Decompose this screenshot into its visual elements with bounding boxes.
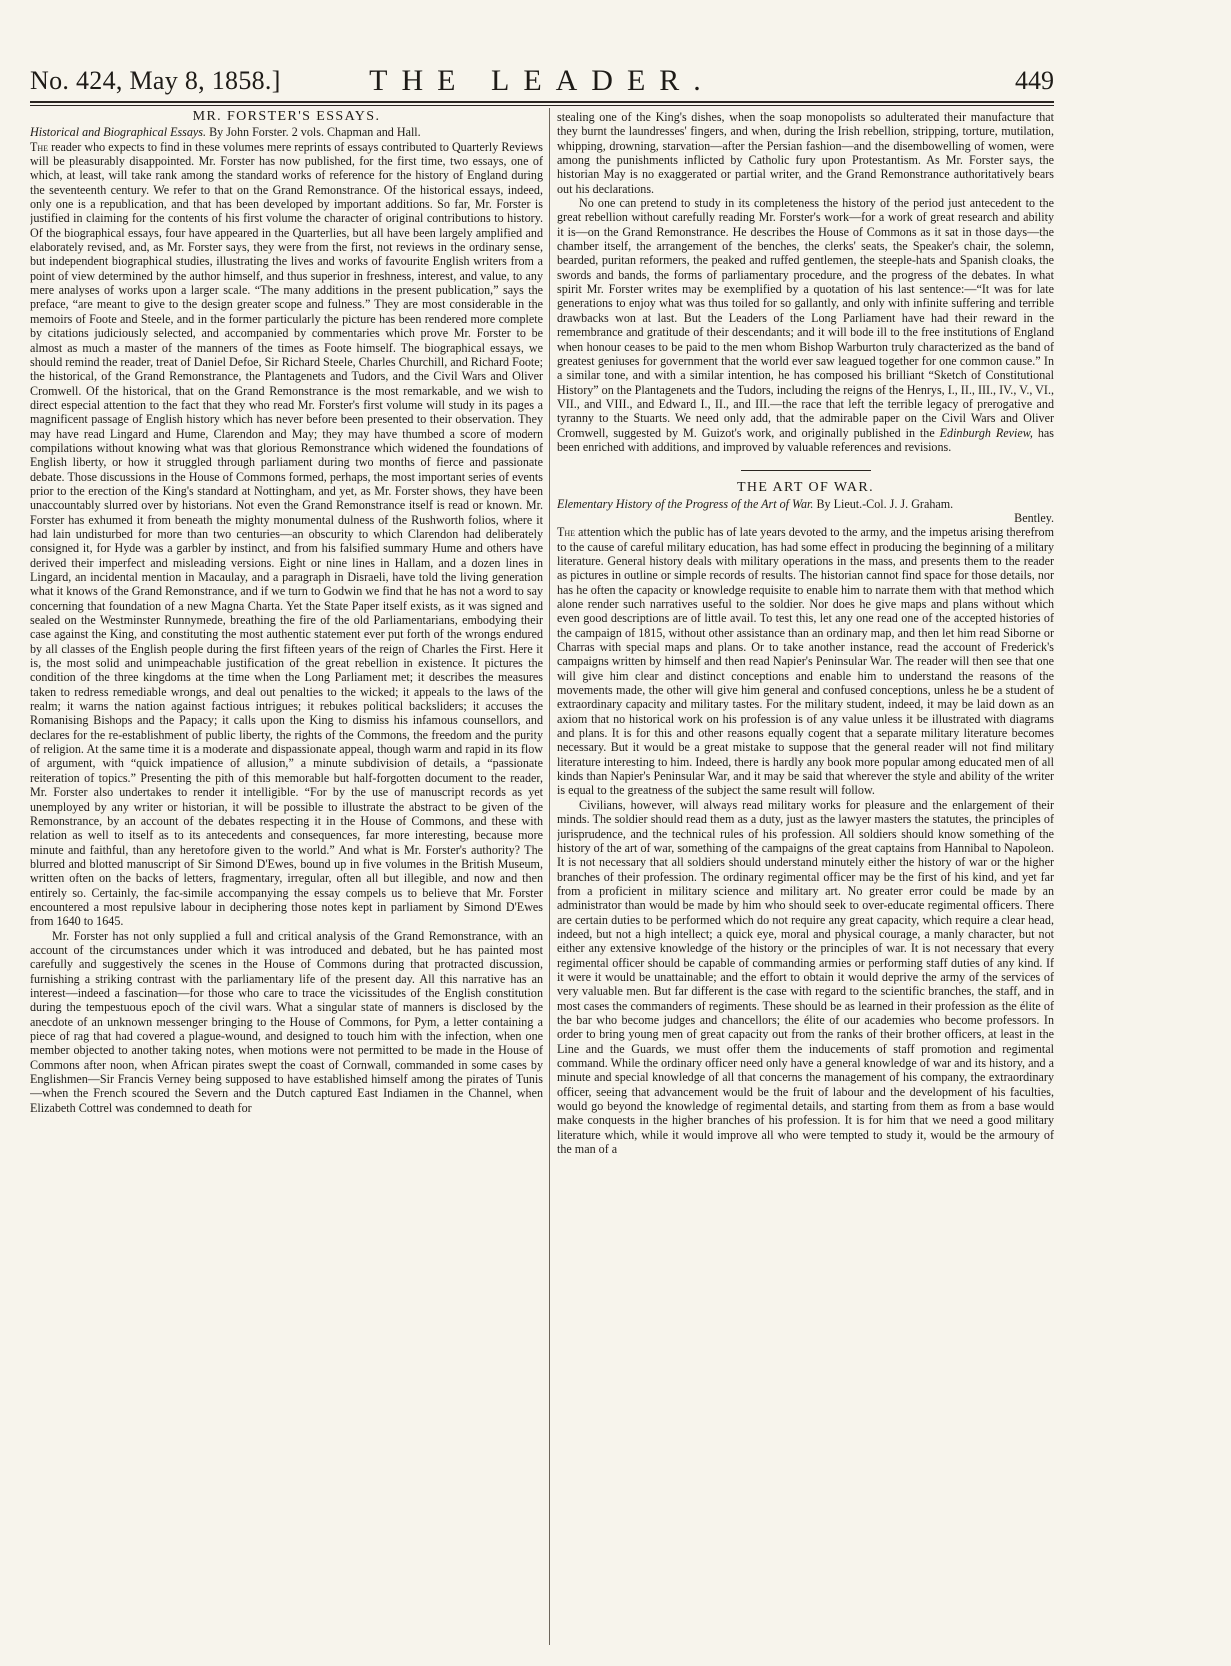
newspaper-title: THE LEADER. — [369, 64, 715, 97]
masthead — [30, 64, 1054, 104]
paragraph: The attention which the public has of late years devoted to the army, and the impetus arising therefrom to the cause of careful military education, has had some effect in producing the beginning of a military literature. General history deals with military operations in the mass, and presents them to the reader as pictures in outline or simple records of results. The historian cannot find space for those details, nor has he often the capacity or knowledge requisite to enable him to narrate them with that method which alone render such narratives useful to the soldier. Nor does he give maps and plans without which even good descriptions are of little avail. To test this, let any one read one of the accepted histories of the campaign of 1815, without other assistance than an ordinary map, and then let him read Siborne or Charras with special maps and plans. Or to take another instance, read the account of Frederick's campaigns written by himself and then read Napier's Peninsular War. The reader will then see that one will give him clear and distinct conceptions and enable him to understand the reasons of the movements made, the other will give him general and confused conceptions, unless he be a student of extraordinary capacity and military tastes. For the military student, indeed, it may be laid down as an axiom that no historical work on his profession is of any value unless it be illustrated with diagrams and plans. It is for this and other reasons equally cogent that a separate military literature becomes necessary. But it would be a great mistake to suppose that the general reader will not find military literature interesting to him. Indeed, there is hardly any book more popular among educated men of all kinds than Napier's Peninsular War, and it may be said that wherever the style and ability of the writer is equal to the greatness of the subject the same result will follow. — [557, 525, 1054, 798]
page-number: 449 — [1015, 66, 1054, 95]
header-rule-thin — [30, 105, 1054, 106]
issue-date: No. 424, May 8, 1858.] — [30, 66, 281, 95]
header-rule — [30, 101, 1054, 103]
paragraph: No one can pretend to study in its completeness the history of the period just antecedent to the great rebellion without carefully reading Mr. Forster's work—for a work of great research and ability it is—on the Grand Remonstrance. He describes the House of Commons as it sat in those days—the chamber itself, the arrangement of the benches, the clerks' seats, the Speaker's chair, the solemn, bearded, puritan reformers, the peaked and ruffed gentlemen, the steeple-hats and Spanish cloaks, the swords and bands, the forms of parliamentary procedure, and the progress of the debates. In what spirit Mr. Forster writes may be exemplified by a quotation of his last sentence:—“It was for late generations to enjoy what was thus toiled for so gallantly, and only with infinite suffering and terrible drawbacks won at last. But the Leaders of the Long Parliament have had their reward in the remembrance and gratitude of their descendants; and it will bode ill to the free institutions of England when honour ceases to be paid to the men whom Bishop Warburton truly characterized as the band of greatest geniuses for government that the world ever saw leagued together for one common cause.” In a similar tone, and with a similar intention, he has composed his brilliant “Sketch of Constitutional History” on the Plantagenets and the Tudors, including the reigns of the Henrys, I., II., III., IV., V., VI., VII., and VIII., and Edward I., II., and III.—the race that left the terrible legacy of prerogative and tyranny to the Stuarts. We need only add, that the admirable paper on the Civil Wars and Oliver Cromwell, suggested by M. Guizot's work, and originally published in the Edinburgh Review, has been enriched with additions, and improved by valuable references and revisions. — [557, 196, 1054, 454]
book-author: By Lieut.-Col. J. J. Graham. — [816, 496, 954, 511]
column-divider — [549, 108, 550, 1645]
article-title: MR. FORSTER'S ESSAYS. — [192, 109, 381, 124]
book-title: Elementary History of the Progress of the Art of War. — [557, 496, 814, 511]
column-right — [557, 108, 1054, 1645]
article-separator — [741, 470, 871, 471]
paragraph: Civilians, however, will always read military works for pleasure and the enlargement of their minds. The soldier should read them as a duty, just as the lawyer masters the statutes, the principles of jurisprudence, and the technical rules of his profession. All soldiers should know something of the history of the art of war, something of the campaigns of the great captains from Hannibal to Napoleon. It is not necessary that all soldiers should understand minutely either the history of war or the higher branches of their profession. The ordinary regimental officer may be the first of his kind, and yet far from a proficient in military science and military art. No greater error could be made by an administrator than would be made by him who should seek to over-educate regimental officers. There are certain duties to be performed which do not require any great capacity, which require a clear head, indeed, but not a high intellect; a quick eye, moral and physical courage, a manly character, but not either any extensive knowledge of the history or the principles of war. It is not necessary that every regimental officer should be capable of commanding armies or performing staff duties of any kind. If it were it would be unattainable; and the effort to obtain it would deprive the army of the services of very valuable men. But far different is the case with regard to the scientific branches, the staff, and in most cases the commanders of regiments. These should be as learned in their profession as the élite of the bar who become judges and chancellors; the élite of our academies who become professors. In order to bring young men of great capacity out from the ranks of their brother officers, at least in the Line and the Guards, we must offer them the inducements of staff promotion and regimental command. While the ordinary officer need only have a general knowledge of war and its history, and a minute and special knowledge of all that concerns the management of his company, the extraordinary officer, seeing that advancement would be the fruit of labour and the development of his faculties, would go beyond the knowledge of regimental details, and starting from them as from a base would make conquests in the higher branches of his profession. It is for him that we need a good military literature which, while it would improve all who were tempted to study it, would be the armoury of the man of a — [557, 797, 1054, 1157]
article-title: THE ART OF WAR. — [736, 480, 875, 496]
paragraph: Mr. Forster has not only supplied a full and critical analysis of the Grand Remonstrance, with an account of the circumstances under which it was introduced and debated, but he has painted most carefully and suggestively the scenes in the House of Commons during that protracted discussion, furnishing a striking contrast with the parliamentary life of the present day. All this narrative has an interest—indeed a fascination—for those who care to trace the vicissitudes of the English constitution during the tempestuous epoch of the civil wars. What a singular state of manners is disclosed by the anecdote of an unknown messenger bringing to the House of Commons, for Pym, a letter containing a piece of rag that had covered a plague-wound, and designed to touch him with the infection, when one member objected to another taking notes, when motions were not permitted to be made in the House of Commons after noon, when African pirates swept the coast of Cornwall, commanded in some cases by Englishmen—Sir Francis Verney being supposed to have established himself among the pirates of Tunis—when the French scoured the Severn and the Dutch captured East Indiamen in the Channel, when Elizabeth Cottrel was condemned to death for — [30, 928, 543, 1115]
article-source — [557, 497, 1054, 511]
journal-title: Edinburgh Review, — [939, 425, 1033, 440]
book-title: Historical and Biographical Essays. — [30, 125, 207, 140]
book-author: By John Forster. 2 vols. Chapman and Hall. — [209, 125, 421, 140]
article-source — [30, 125, 543, 139]
book-publisher: Bentley. — [1014, 510, 1054, 525]
column-left — [30, 108, 543, 1645]
paragraph: The reader who expects to find in these volumes mere reprints of essays contributed to Quarterly Reviews will be pleasurably disappointed. Mr. Forster has now published, for the first time, two essays, one of which, at least, will take rank among the standard works of reference for the history of England during the seventeenth century. We refer to that on the Grand Remonstrance. Of the historical essays, indeed, only one is a republication, and that has been developed by important additions. So far, Mr. Forster is justified in claiming for the contents of his first volume the character of original contributions to history. Of the biographical essays, four have appeared in the Quarterlies, but all have been largely amplified and elaborately revised, and, as Mr. Forster says, they were from the first, not reviews in the ordinary sense, but independent biographical studies, illustrating the lives and works of favourite English writers from a point of view determined by the author himself, and thus superior in freshness, interest, and value, to any mere analyses of works upon a larger scale. “The many additions in the present publication,” says the preface, “are meant to give to the design greater scope and fulness.” They are most considerable in the memoirs of Foote and Steele, and in the former particularly the picture has been rendered more complete by citations judiciously selected, and accompanied by commentaries which prove Mr. Forster to be almost as much a master of the manners of the times as Foote himself. The biographical essays, we should remind the reader, treat of Daniel Defoe, Sir Richard Steele, Charles Churchill, and Richard Foote; the historical, of the Grand Remonstrance, the Plantagenets and Tudors, and the Civil Wars and Oliver Cromwell. Of the historical, that on the Grand Remonstrance is the most remarkable, and we wish to direct especial attention to the fact that they who read Mr. Forster's first volume will study in its pages a magnificent passage of English history which has never before been presented to their observation. They may have read Lingard and Hume, Clarendon and May; they may have thumbed a score of modern compilations without knowing what was that glorious Remonstrance which widened the foundations of English liberty, or how it struggled through parliament during two months of fierce and passionate debate. Those discussions in the House of Commons formed, perhaps, the most important series of events prior to the erection of the King's standard at Nottingham, and yet, as Mr. Forster shows, they have been unaccountably slurred over by historians. Not even the Grand Remonstrance itself is read or known. Mr. Forster has exhumed it from beneath the mighty monumental dulness of the Rushworth folios, where it had lain undisturbed for more than two centuries—an obscurity to which Clarendon had deliberately consigned it, for Hyde was a garbler by instinct, and from his falsified summary Hume and others have derived their imperfect and misleading versions. Eight or nine lines in Hallam, and a dozen lines in Lingard, an incidental mention in Macaulay, and a paragraph in Disraeli, have told the living generation what it knows of the Grand Remonstrance, and if we turn to Godwin we find that he has not a word to say concerning that foundation of a new Magna Charta. Yet the State Paper itself exists, as it was signed and sealed on the Westminster Runnymede, breathing the fire of the old Parliamentarians, embodying their case against the King, and constituting the most authentic statement ever put forth of the wrongs endured by all classes of the English people during the first fifteen years of the reign of Charles the First. Here it is, the most solid and unimpeachable justification of the great rebellion in existence. It pictures the condition of the three kingdoms at the time when the Long Parliament met; it describes the measures taken to redress remediable wrongs, and deal out penalties to the wicked; it appeals to the laws of the realm; it warns the nation against factious intrigues; it rebukes political backsliders; it accuses the Romanising Bishops and the Papacy; it calls upon the King to dismiss his infamous counsellors, and declares for the re-establishment of public liberty, the rights of the Commons, the freedom and the purity of religion. At the same time it is a moderate and dispassionate appeal, though warm and rapid in its flow of argument, with “quick impatience of allusion,” a minute subdivision of details, a “passionate reiteration of topics.” Presenting the pith of this memorable but half-forgotten document to the reader, Mr. Forster also undertakes to render it intelligible. “For by the use of manuscript records as yet unemployed by any writer or historian, it will be possible to illustrate the abstract to be given of the Remonstrance, by an account of the debates respecting it in the House of Commons, and these with relation as well to itself as to its antecedents and consequences, far more interesting, because more minute and faithful, than any heretofore given to the world.” And what is Mr. Forster's authority? The blurred and blotted manuscript of Sir Simond D'Ewes, bound up in five volumes in the British Museum, written often on the backs of letters, fragmentary, irregular, often all but illegible, and now and then entirely so. Certainly, the fac-simile accompanying the essay compels us to believe that Mr. Forster encountered a most repulsive labour in deciphering those notes kept in parliament by Simond D'Ewes from 1640 to 1645. — [30, 139, 543, 929]
paragraph: stealing one of the King's dishes, when the soap monopolists so adulterated their manufacture that they burnt the laundresses' fingers, and when, during the Irish rebellion, stripping, torture, mutilation, whipping, drowning, starvation—after the Persian fashion—and the disembowelling of women, were among the punishments inflicted by Catholic fury upon Protestantism. As Mr. Forster says, the historian May is no exaggerated or partial writer, and the Grand Remonstrance authoritatively bears out his declarations. — [557, 110, 1054, 196]
lead-in: The — [30, 139, 49, 154]
lead-in: The — [557, 525, 576, 540]
